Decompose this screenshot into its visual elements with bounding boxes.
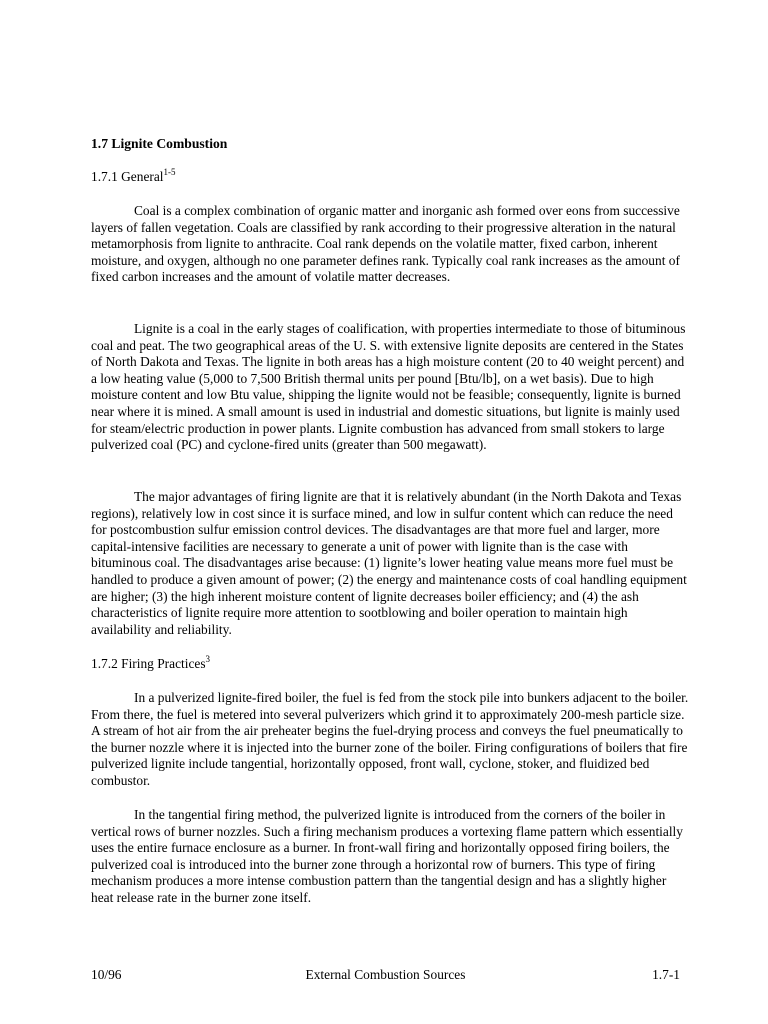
section-title: 1.7 Lignite Combustion [91, 136, 228, 151]
paragraph-pulverized-boiler: In a pulverized lignite-fired boiler, the fuel is fed from the stock pile into bunkers adjacent to the boiler. From there, the fuel is metered into several pulverizers which grind it to approximately 200-mesh particle size. A stream of hot air from the air preheater begins the fuel-drying process and conveys the fuel pneumatically to the burner nozzle where it is injected into the burner zone of the boiler. Firing configurations of boilers that fire pulverized lignite include tangential, horizontally opposed, front wall, cyclone, stoker, and fluidized bed combustor. [91, 690, 689, 788]
footer-page-number: 1.7-1 [652, 967, 680, 982]
paragraph-tangential-firing: In the tangential firing method, the pulverized lignite is introduced from the corners of the boiler in vertical rows of burner nozzles. Such a firing mechanism produces a vortexing flame pattern which essentially uses the entire furnace enclosure as a burner. In front-wall firing and horizontally opposed firing boilers, the pulverized coal is introduced into the burner zone through a horizontal row of burners. This type of firing mechanism produces a more intense combustion pattern than the tangential design and has a slightly higher heat release rate in the burner zone itself. [91, 807, 683, 905]
page-footer [91, 967, 680, 985]
footer-date: 10/96 [91, 967, 122, 982]
footer-title: External Combustion Sources [305, 967, 466, 982]
general-heading-text: 1.7.1 General [91, 169, 164, 184]
firing-practices-heading [91, 653, 211, 673]
paragraph-coal-definition: Coal is a complex combination of organic matter and inorganic ash formed over eons from successive layers of fallen vegetation. Coals are classified by rank according to their progressive alteration in the natural metamorphosis from lignite to anthracite. Coal rank depends on the volatile matter, fixed carbon, inherent moisture, and oxygen, although no one parameter defines rank. Typically coal rank increases as the amount of fixed carbon increases and the amount of volatile matter decreases. [91, 203, 680, 285]
paragraph-lignite-properties: Lignite is a coal in the early stages of coalification, with properties intermediate to those of bituminous coal and peat. The two geographical areas of the U. S. with extensive lignite deposits are centered in the States of North Dakota and Texas. The lignite in both areas has a high moisture content (20 to 40 weight percent) and a low heating value (5,000 to 7,500 British thermal units per pound [Btu/lb], on a wet basis). Due to high moisture content and low Btu value, shipping the lignite would not be feasible; consequently, lignite is burned near where it is mined. A small amount is used in industrial and domestic situations, but lignite is mainly used for steam/electric production in power plants. Lignite combustion has advanced from small stokers to large pulverized coal (PC) and cyclone-fired units (greater than 500 megawatt). [91, 321, 686, 453]
general-reference: 1-5 [163, 166, 176, 177]
paragraph-advantages: The major advantages of firing lignite are that it is relatively abundant (in the North Dakota and Texas regions), relatively low in cost since it is surface mined, and low in sulfur content which can reduce the need for postcombustion sulfur emission control devices. The disadvantages are that more fuel and larger, more capital-intensive facilities are necessary to generate a unit of power with lignite than is the case with bituminous coal. The disadvantages arise because: (1) lignite’s lower heating value means more fuel must be handled to produce a given amount of power; (2) the energy and maintenance costs of coal handling equipment are higher; (3) the high inherent moisture content of lignite decreases boiler efficiency; and (4) the ash characteristics of lignite require more attention to sootblowing and boiler operation to maintain high availability and reliability. [91, 489, 687, 637]
firing-reference: 3 [205, 653, 211, 664]
firing-heading-text: 1.7.2 Firing Practices [91, 656, 206, 671]
general-heading [91, 166, 176, 186]
